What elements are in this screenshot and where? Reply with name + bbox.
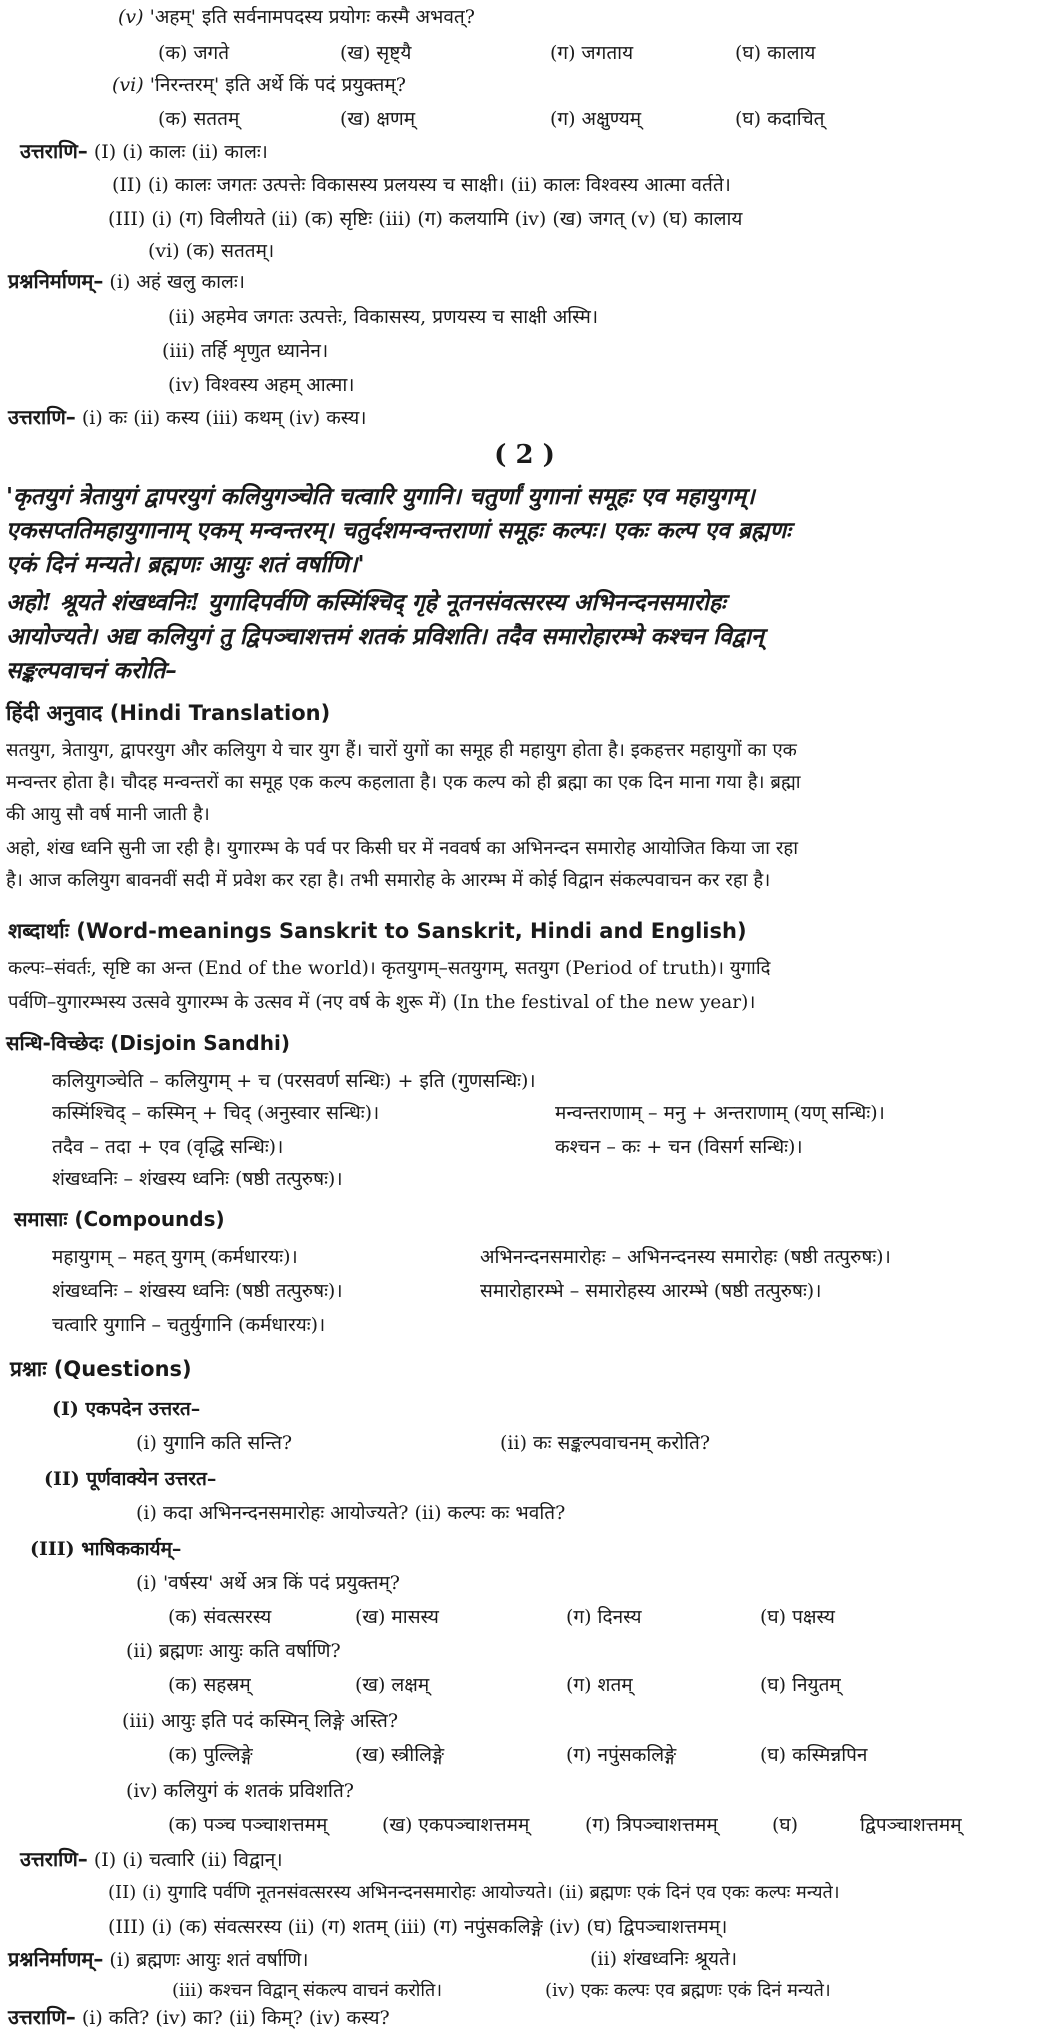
sandhi-row: कश्चन – कः + चन (विसर्ग सन्धिः)। [555, 1136, 803, 1158]
answer-line: (III) (i) (ग) विलीयते (ii) (क) सृष्टिः (iii) (ग) कलयामि (iv) (ख) जगत् (v) (घ) कालाय [108, 208, 743, 230]
compound-row: महायुगम् – महत् युगम् (कर्मधारयः)। [52, 1246, 298, 1268]
sandhi-row: शंखध्वनिः – शंखस्य ध्वनिः (षष्ठी तत्पुरुषः)। [52, 1168, 343, 1190]
question-line: (iii) आयुः इति पदं कस्मिन् लिङ्गे अस्ति? [122, 1710, 399, 1732]
option: (क) जगते [158, 42, 230, 64]
question-formation-line: (iv) एकः कल्पः एव ब्रह्मणः एकं दिनं मन्यते। [545, 1980, 831, 2001]
option: (ग) अक्षुण्यम् [550, 108, 642, 130]
question-formation-line: (ii) अहमेव जगतः उत्पत्तेः, विकासस्य, प्रणयस्य च साक्षी अस्मि। [168, 306, 599, 328]
answer-line: (I) (i) कालः (ii) कालः। [93, 141, 268, 163]
compound-row: अभिनन्दनसमारोहः – अभिनन्दनस्य समारोहः (षष्ठी तत्पुरुषः)। [480, 1246, 891, 1268]
answer-line: (III) (i) (क) संवत्सरस्य (ii) (ग) शतम् (iii) (ग) नपुंसकलिङ्गे (iv) (घ) द्विपञ्चाशत्तमम्। [108, 1916, 728, 1938]
compound-row: शंखध्वनिः – शंखस्य ध्वनिः (षष्ठी तत्पुरुषः)। [52, 1280, 343, 1302]
question-line: (ii) कः सङ्कल्पवाचनम् करोति? [500, 1432, 711, 1454]
option: (घ) पक्षस्य [760, 1606, 835, 1628]
sandhi-heading: सन्धि-विच्छेदः (Disjoin Sandhi) [6, 1031, 290, 1055]
sandhi-row: मन्वन्तराणाम् – मनु + अन्तराणाम् (यण् सन्धिः)। [555, 1102, 885, 1124]
question-line: (iv) कलियुगं कं शतकं प्रविशति? [126, 1780, 354, 1802]
option: (क) सततम् [158, 108, 240, 130]
verse-line: 'कृतयुगं त्रेतायुगं द्वापरयुगं कलियुगञ्चेति चत्वारि युगानि। चतुर्णां युगानां समूहः एव महायुगम्। [6, 483, 755, 510]
question-group-heading: (II) पूर्णवाक्येन उत्तरत– [44, 1468, 217, 1490]
word-meanings-heading: शब्दार्थाः (Word-meanings Sanskrit to Sanskrit, Hindi and English) [8, 919, 747, 943]
question-line: (ii) ब्रह्मणः आयुः कति वर्षाणि? [126, 1640, 341, 1662]
option: (क) पुल्लिङ्गे [168, 1744, 253, 1766]
answer-line: (I) (i) चत्वारि (ii) विद्वान्। [93, 1849, 283, 1871]
answer-line: (i) कति? (iv) का? (ii) किम्? (iv) कस्य? [81, 2007, 390, 2029]
answer-line: (II) (i) कालः जगतः उत्पत्तेः विकासस्य प्रलयस्य च साक्षी। (ii) कालः विश्वस्य आत्मा वर्तते। [112, 174, 731, 196]
question-line: (i) 'वर्षस्य' अर्थे अत्र किं पदं प्रयुक्तम्? [136, 1572, 400, 1594]
option: (ख) स्त्रीलिङ्गे [355, 1744, 445, 1766]
question-number: (vi) [112, 74, 144, 96]
compound-row: चत्वारि युगानि – चतुर्युगानि (कर्मधारयः)। [52, 1314, 326, 1336]
option: (क) सहस्रम् [168, 1674, 251, 1696]
verse-line: सङ्कल्पवाचनं करोति– [6, 657, 177, 684]
question-group-heading: (I) एकपदेन उत्तरत– [52, 1398, 201, 1420]
answer-line: (II) (i) युगादि पर्वणि नूतनसंवत्सरस्य अभिनन्दनसमारोहः आयोज्यते। (ii) ब्रह्मणः एकं दिनं एव एकः कल्पः मन्यते। [108, 1882, 840, 1903]
option: (ग) जगताय [550, 42, 634, 64]
answers-block-1 [20, 138, 268, 165]
question-formation-label: प्रश्ननिर्माणम्– [8, 1947, 104, 1971]
option: (घ) [772, 1814, 799, 1836]
answers-label: उत्तराणि– [8, 2005, 76, 2029]
question-formation-line: (iv) विश्वस्य अहम् आत्मा। [168, 374, 355, 396]
option: (ख) मासस्य [355, 1606, 439, 1628]
section-number: ( 2 ) [494, 440, 555, 470]
question-number: (v) [118, 6, 144, 28]
option: (घ) कालाय [735, 42, 816, 64]
option: (क) संवत्सरस्य [168, 1606, 272, 1628]
answers-block-2 [20, 1846, 283, 1873]
answers-formation-2 [8, 2004, 390, 2031]
question-formation-line: (iii) कश्चन विद्वान् संकल्प वाचनं करोति। [172, 1980, 443, 2001]
question-formation-line: (iii) तर्हि शृणुत ध्यानेन। [162, 340, 329, 362]
questions-heading: प्रश्नाः (Questions) [10, 1357, 192, 1381]
question-group-heading: (III) भाषिककार्यम्– [30, 1538, 182, 1560]
option: (ग) दिनस्य [566, 1606, 642, 1628]
compound-row: समारोहारम्भे – समारोहस्य आरम्भे (षष्ठी तत्पुरुषः)। [480, 1280, 822, 1302]
option: (क) पञ्च पञ्चाशत्तमम् [168, 1814, 328, 1836]
verse-line: एकसप्ततिमहायुगानाम् एकम् मन्वन्तरम्। चतुर्दशमन्वन्तराणां समूहः कल्पः। एकः कल्प एव ब्रह्मणः [6, 517, 791, 544]
answers-label: उत्तराणि– [20, 1847, 88, 1871]
sandhi-row: कलियुगञ्चेति – कलियुगम् + च (परसवर्ण सन्धिः) + इति (गुणसन्धिः)। [52, 1070, 536, 1092]
hindi-line: है। आज कलियुग बावनवीं सदी में प्रवेश कर रहा है। तभी समारोह के आरम्भ में कोई विद्वान संकल्पवाचन कर रहा है। [6, 870, 771, 891]
option: (घ) कदाचित् [735, 108, 825, 130]
hindi-line: सतयुग, त्रेतायुग, द्वापरयुग और कलियुग ये चार युग हैं। चारों युगों का समूह ही महायुग होता है। इकहत्तर महायुगों का एक [6, 740, 797, 761]
answer-line: (i) कः (ii) कस्य (iii) कथम् (iv) कस्य। [81, 407, 367, 429]
question-formation-line: (i) ब्रह्मणः आयुः शतं वर्षाणि। [109, 1949, 309, 1971]
question-v [118, 4, 475, 30]
option: (ग) त्रिपञ्चाशत्तमम् [585, 1814, 718, 1836]
compounds-heading: समासाः (Compounds) [14, 1207, 225, 1231]
option: (ख) एकपञ्चाशत्तमम् [382, 1814, 530, 1836]
question-text: 'अहम्' इति सर्वनामपदस्य प्रयोगः कस्मै अभवत्? [149, 6, 475, 28]
answers-label: उत्तराणि– [8, 405, 76, 429]
word-meaning-line: कल्पः–संवर्तः, सृष्टि का अन्त (End of the world)। कृतयुगम्–सतयुगम्, सतयुग (Period of truth)। युगादि [8, 958, 771, 979]
sandhi-row: कस्मिंश्चिद् – कस्मिन् + चिद् (अनुस्वार सन्धिः)। [52, 1102, 380, 1124]
word-meaning-line: पर्वणि–युगारम्भस्य उत्सवे युगारम्भ के उत्सव में (नए वर्ष के शुरू में) (In the festival of the new year)। [8, 992, 756, 1013]
verse-line: अहो! श्रूयते शंखध्वनिः! युगादिपर्वणि कस्मिंश्चिद् गृहे नूतनसंवत्सरस्य अभिनन्दनसमारोहः [6, 589, 726, 616]
question-formation-2 [8, 1946, 308, 1973]
option: (ग) नपुंसकलिङ्गे [566, 1744, 677, 1766]
option: (ख) लक्षम् [355, 1674, 430, 1696]
option: (ख) सृष्ट्यै [340, 42, 412, 64]
answers-formation-1 [8, 404, 366, 431]
question-line: (i) कदा अभिनन्दनसमारोहः आयोज्यते? (ii) कल्पः कः भवति? [136, 1502, 566, 1524]
verse-line: आयोज्यते। अद्य कलियुगं तु द्विपञ्चाशत्तमं शतकं प्रविशति। तदैव समारोहारम्भे कश्चन विद्वान् [6, 623, 764, 650]
option: द्विपञ्चाशत्तमम् [860, 1814, 962, 1836]
option: (ग) शतम् [566, 1674, 633, 1696]
question-formation-line: (ii) शंखध्वनिः श्रूयते। [590, 1948, 738, 1970]
question-vi [112, 72, 406, 98]
verse-line: एकं दिनं मन्यते। ब्रह्मणः आयुः शतं वर्षाणि।' [6, 551, 365, 578]
question-formation-label: प्रश्ननिर्माणम्– [8, 269, 104, 293]
option: (घ) नियुतम् [760, 1674, 841, 1696]
question-line: (i) युगानि कति सन्ति? [136, 1432, 293, 1454]
question-formation-line: (i) अहं खलु कालः। [109, 271, 245, 293]
question-text: 'निरन्तरम्' इति अर्थे किं पदं प्रयुक्तम्? [149, 74, 406, 96]
answers-label: उत्तराणि– [20, 139, 88, 163]
option: (ख) क्षणम् [340, 108, 416, 130]
hindi-translation-heading: हिंदी अनुवाद (Hindi Translation) [6, 701, 331, 725]
hindi-line: अहो, शंख ध्वनि सुनी जा रही है। युगारम्भ के पर्व पर किसी घर में नववर्ष का अभिनन्दन समारोह आयोजित किया जा रहा [6, 838, 799, 859]
question-formation-1 [8, 268, 245, 295]
option: (घ) कस्मिन्नपिन [760, 1744, 868, 1766]
hindi-line: मन्वन्तर होता है। चौदह मन्वन्तरों का समूह एक कल्प कहलाता है। एक कल्प को ही ब्रह्मा का एक दिन माना गया है। ब्रह्मा [6, 772, 801, 793]
answer-line: (vi) (क) सततम्। [148, 240, 275, 262]
sandhi-row: तदैव – तदा + एव (वृद्धि सन्धिः)। [52, 1136, 284, 1158]
hindi-line: की आयु सौ वर्ष मानी जाती है। [6, 804, 210, 825]
